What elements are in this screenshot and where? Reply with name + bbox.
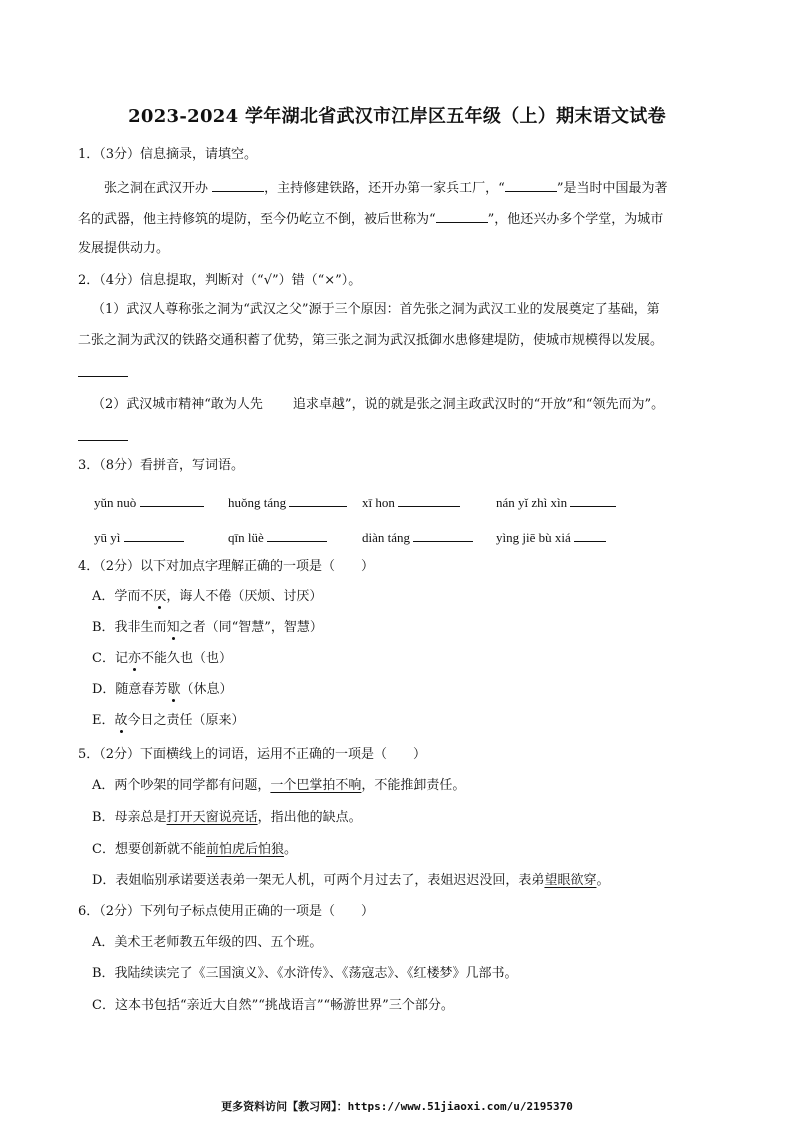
q2-statement-1b: 二张之洞为武汉的铁路交通积蓄了优势，第三张之洞为武汉抵御水患修建堤防，使城市规模得以发展。: [78, 333, 664, 348]
q1-blank-1[interactable]: [212, 177, 264, 192]
page-title: 2023-2024 学年湖北省武汉市江岸区五年级（上）期末语文试卷: [128, 106, 666, 127]
pinyin-blank[interactable]: [570, 492, 616, 507]
q5-option-a[interactable]: A．两个吵架的同学都有问题，一个巴掌拍不响，不能推卸责任。: [92, 778, 466, 793]
q2-answer-2: [78, 426, 128, 448]
q6-heading: 6．（2分）下列句子标点使用正确的一项是（ ）: [78, 904, 375, 919]
q5-option-c[interactable]: C．想要创新就不能前怕虎后怕狼。: [92, 842, 297, 857]
q2-blank-2[interactable]: [78, 426, 128, 441]
q6-option-b[interactable]: B．我陆续读完了《三国演义》、《水浒传》、《荡寇志》、《红楼梦》几部书。: [92, 966, 518, 981]
pinyin-item: diàn táng: [362, 527, 473, 546]
q1-blank-3[interactable]: [436, 208, 488, 223]
q2-statement-2: （2）武汉城市精神“敢为人先 追求卓越”，说的就是张之洞主政武汉时的“开放”和“领先而为”。: [92, 397, 665, 412]
q2-answer-1: [78, 362, 128, 384]
pinyin-blank[interactable]: [413, 527, 473, 542]
q4-option-c[interactable]: C．记亦不能久也（也）: [92, 651, 232, 666]
pinyin-item: yìng jiē bù xiá: [496, 527, 606, 546]
q6-option-a[interactable]: A．美术王老师教五年级的四、五个班。: [92, 935, 323, 950]
pinyin-blank[interactable]: [267, 527, 327, 542]
q4-option-b[interactable]: B．我非生而知之者（同“智慧”，智慧）: [92, 620, 323, 635]
pinyin-item: yǔn nuò: [94, 492, 204, 511]
pinyin-blank[interactable]: [140, 492, 204, 507]
pinyin-item: yū yì: [94, 527, 184, 546]
q1-blank-2[interactable]: [505, 177, 557, 192]
q5-heading: 5．（2分）下面横线上的词语，运用不正确的一项是（ ）: [78, 747, 427, 762]
pinyin-item: nán yǐ zhì xìn: [496, 492, 616, 511]
q6-option-c[interactable]: C．这本书包括“亲近大自然”“挑战语言”“畅游世界”三个部分。: [92, 998, 454, 1013]
q3-heading: 3．（8分）看拼音，写词语。: [78, 458, 245, 473]
pinyin-item: huǒng táng: [228, 492, 347, 511]
q1-text-line1: 张之洞在武汉开办 ，主持修建铁路，还开办第一家兵工厂，“ ”是当时中国最为著: [104, 177, 667, 199]
q1-text-line2: 名的武器，他主持修筑的堤防，至今仍屹立不倒，被后世称为“ ”，他还兴办多个学堂，为城市: [78, 208, 663, 230]
pinyin-blank[interactable]: [398, 492, 460, 507]
q4-heading: 4．（2分）以下对加点字理解正确的一项是（ ）: [78, 559, 375, 574]
footer-link[interactable]: 更多资料访问【教习网】：https://www.51jiaoxi.com/u/2195370: [221, 1100, 573, 1113]
pinyin-blank[interactable]: [574, 527, 606, 542]
q1-heading: 1．（3分）信息摘录，请填空。: [78, 147, 258, 162]
pinyin-item: qīn lüè: [228, 527, 327, 546]
pinyin-blank[interactable]: [289, 492, 347, 507]
pinyin-item: xī hon: [362, 492, 460, 511]
q5-option-b[interactable]: B．母亲总是打开天窗说亮话，指出他的缺点。: [92, 810, 362, 825]
q2-statement-1a: （1）武汉人尊称张之洞为“武汉之父”源于三个原因：首先张之洞为武汉工业的发展奠定了基础，第: [92, 302, 660, 317]
q1-text-line3: 发展提供动力。: [78, 241, 170, 256]
q2-blank-1[interactable]: [78, 362, 128, 377]
q5-option-d[interactable]: D．表姐临别承诺要送表弟一架无人机，可两个月过去了，表姐迟迟没回，表弟望眼欲穿。: [92, 873, 610, 888]
q2-heading: 2．（4分）信息提取，判断对（“√”）错（“×”）。: [78, 273, 362, 288]
q4-option-d[interactable]: D．随意春芳歇（休息）: [92, 682, 233, 697]
pinyin-blank[interactable]: [124, 527, 184, 542]
q4-option-a[interactable]: A．学而不厌，诲人不倦（厌烦、讨厌）: [92, 589, 323, 604]
q4-option-e[interactable]: E．故今日之责任（原来）: [92, 713, 245, 728]
